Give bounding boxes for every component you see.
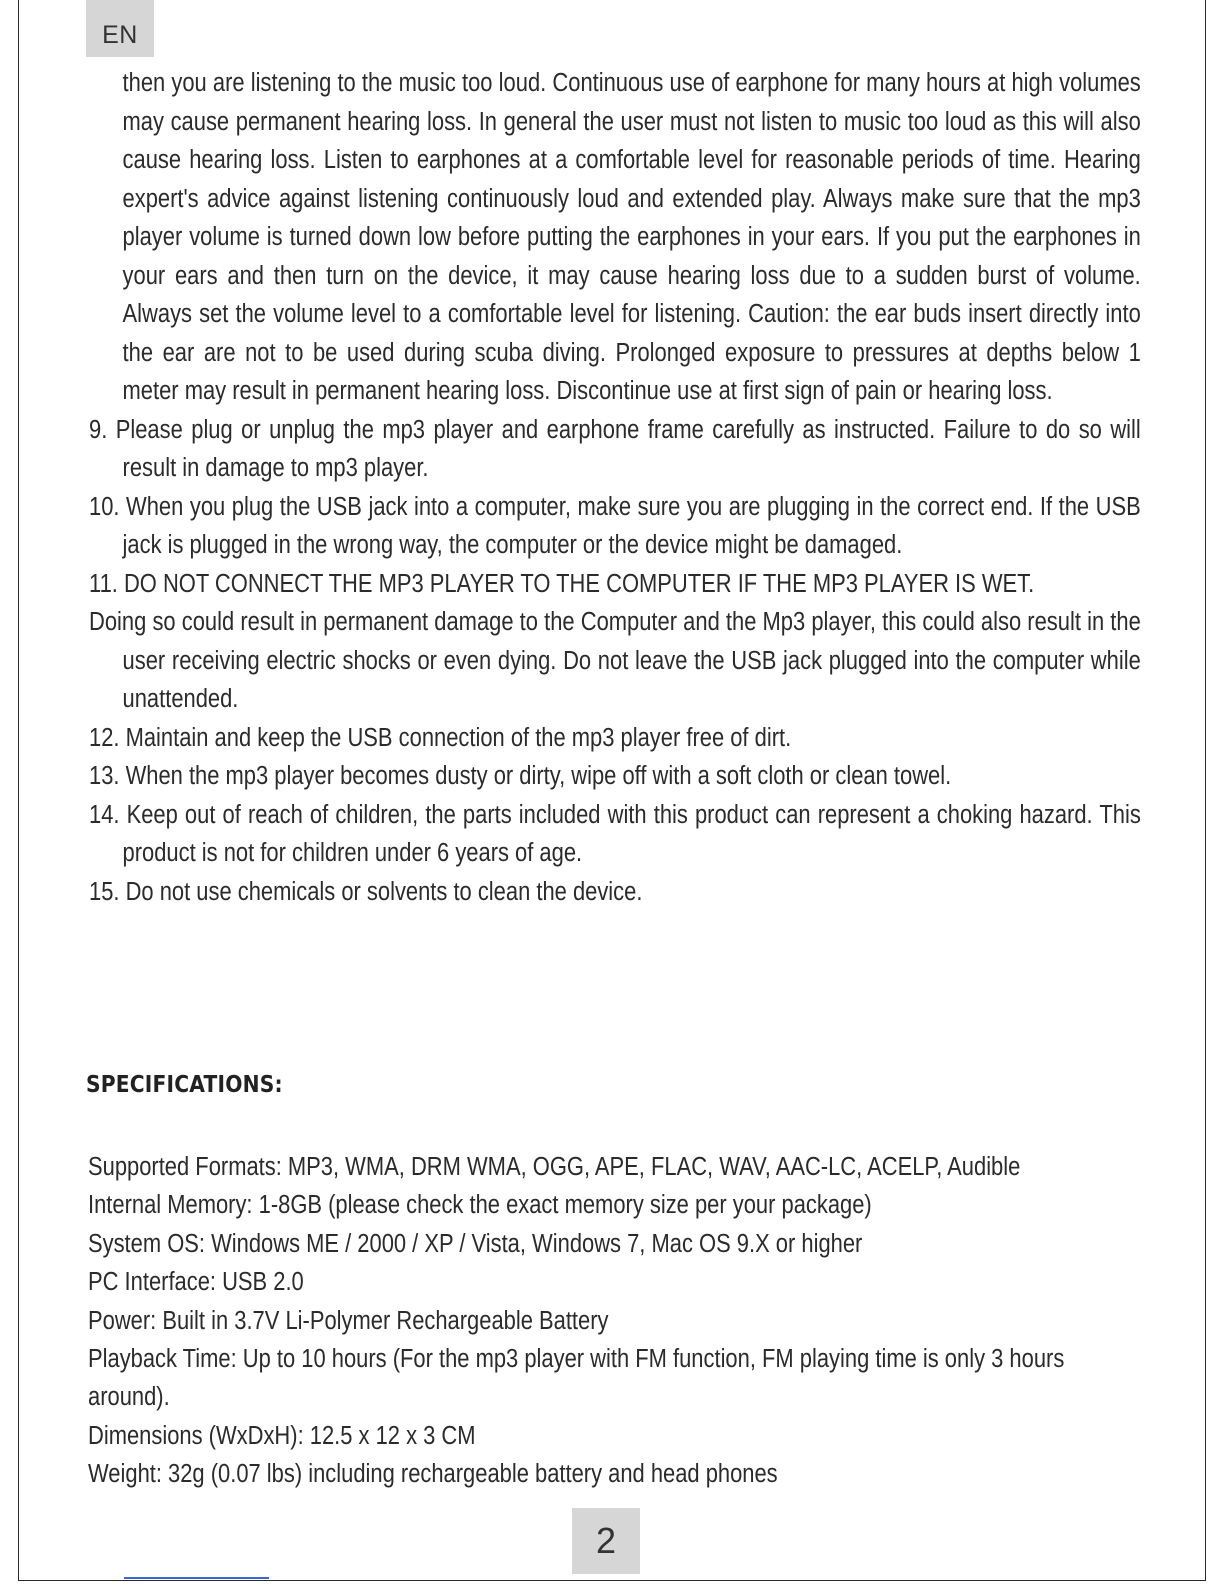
safety-item-13: 13. When the mp3 player becomes dusty or dirty, wipe off with a soft cloth or clean towel. [89,762,952,790]
page-number: 2 [572,1508,640,1574]
safety-continuation-paragraph: then you are listening to the music too loud. Continuous use of earphone for many hours at high volumes may cause permanent hearing loss. In general the user must not listen to music too loud as this will also cause hearing loss. Listen to earphones at a comfortable level for reasonable periods of time. Hearing expert's advice against listening continuously loud and extended play. Always make sure that the mp3 player volume is turned down low before putting the earphones in your ears. If you put the earphones in your ears and then turn on the device, it may cause hearing loss due to a sudden burst of volume. Always set the volume level to a comfortable level for listening. Caution: the ear buds insert directly into the ear are not to be used during scuba diving. Prolonged exposure to pressures at depths below 1 meter may result in permanent hearing loss. Discontinue use at first sign of pain or hearing loss. [122,69,1141,405]
footer-link-underline[interactable] [124,1577,269,1579]
specifications-heading: SPECIFICATIONS: [86,1072,283,1098]
safety-item-10: 10. When you plug the USB jack into a computer, make sure you are plugging in the correct end. If the USB jack is plugged in the wrong way, the computer or the device might be damaged. [89,492,1141,559]
spec-playback-time: Playback Time: Up to 10 hours (For the mp3 player with FM function, FM playing time is only 3 hours around). [88,1345,1065,1412]
spec-system-os: System OS: Windows ME / 2000 / XP / Vista, Windows 7, Mac OS 9.X or higher [88,1229,863,1258]
safety-item-15: 15. Do not use chemicals or solvents to clean the device. [89,877,643,906]
safety-item-11: 11. DO NOT CONNECT THE MP3 PLAYER TO THE COMPUTER IF THE MP3 PLAYER IS WET. [89,569,1035,598]
spec-internal-memory: Internal Memory: 1-8GB (please check the exact memory size per your package) [88,1191,872,1220]
spec-supported-formats: Supported Formats: MP3, WMA, DRM WMA, OGG, APE, FLAC, WAV, AAC-LC, ACELP, Audible [88,1153,1021,1181]
spec-pc-interface: PC Interface: USB 2.0 [88,1268,304,1297]
specifications-list [88,1148,1065,1494]
safety-item-14: 14. Keep out of reach of children, the parts included with this product can represent a choking hazard. This product is not for children under 6 years of age. [89,800,1141,867]
safety-item-9: 9. Please plug or unplug the mp3 player and earphone frame carefully as instructed. Failure to do so will result in damage to mp3 player. [89,415,1141,482]
spec-dimensions: Dimensions (WxDxH): 12.5 x 12 x 3 CM [88,1421,476,1450]
spec-weight: Weight: 32g (0.07 lbs) including rechargeable battery and head phones [88,1460,778,1489]
safety-item-12: 12. Maintain and keep the USB connection of the mp3 player free of dirt. [89,723,792,752]
safety-item-11-detail: Doing so could result in permanent damage to the Computer and the Mp3 player, this could also result in the user receiving electric shocks or even dying. Do not leave the USB jack plugged into the computer while unattended. [89,608,1141,713]
language-tab: EN [86,0,154,57]
spec-power: Power: Built in 3.7V Li-Polymer Rechargeable Battery [88,1306,609,1335]
safety-instructions [89,64,1141,911]
